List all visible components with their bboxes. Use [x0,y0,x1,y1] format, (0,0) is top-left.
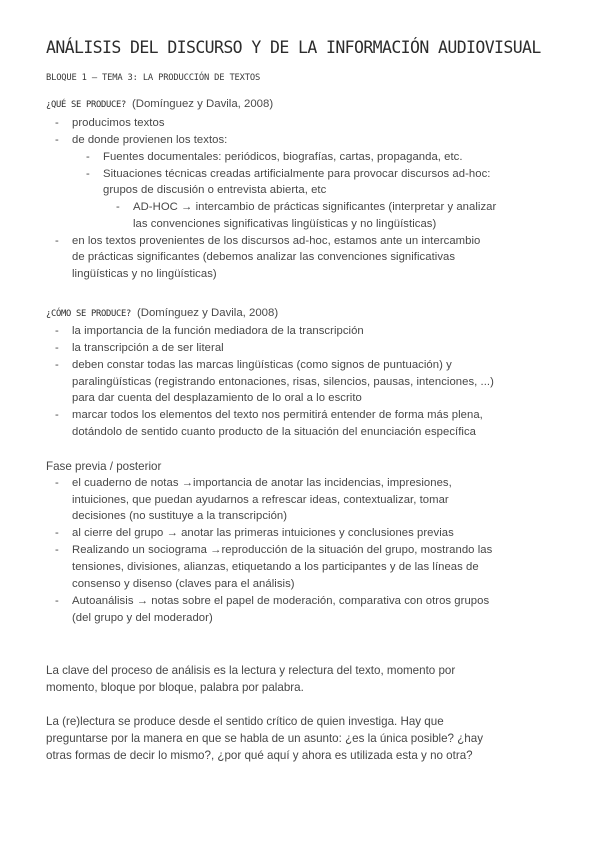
list-item-line: lingüísticas y no lingüísticas) [72,268,217,280]
list-bullet: - [55,477,59,489]
list-item-line: deben constar todas las marcas lingüísticas (como signos de puntuación) y [72,359,452,371]
list-bullet: - [55,342,59,354]
list-item-line: consenso y disenso (claves para el análisis) [72,578,295,590]
list-bullet: - [55,117,59,129]
list-bullet: - [55,595,59,607]
section-how-title: ¿CÓMO SE PRODUCE? [46,309,131,319]
list-bullet: - [55,235,59,247]
list-item-line: de donde provienen los textos: [72,134,228,146]
section-what-heading [46,98,273,110]
list-bullet: - [55,325,59,337]
list-bullet: - [86,168,90,180]
section-what-title: ¿QUÉ SE PRODUCE? [46,100,126,110]
list-item-line: paralingüísticas (registrando entonaciones, risas, silencios, pausas, intenciones, ...) [72,376,494,388]
section-phase-heading: Fase previa / posterior [46,460,162,473]
list-item-line: Situaciones técnicas creadas artificialmente para provocar discursos ad-hoc: [103,168,491,180]
paragraph-line: momento, bloque por bloque, palabra por palabra. [46,681,304,694]
document-title: ANÁLISIS DEL DISCURSO Y DE LA INFORMACIÓN AUDIOVISUAL [46,38,541,57]
list-item-line: Fuentes documentales: periódicos, biografías, cartas, propaganda, etc. [103,151,463,163]
list-item-line: para dar cuenta del desplazamiento de lo oral a lo escrito [72,392,362,404]
list-bullet: - [55,134,59,146]
list-item-line: tensiones, divisiones, alianzas, etiquetando a los participantes y de las líneas de [72,561,479,573]
list-bullet: - [55,409,59,421]
list-item-line: de prácticas significantes (debemos analizar las convenciones significativas [72,251,456,263]
paragraph-line: La clave del proceso de análisis es la lectura y relectura del texto, momento por [46,664,456,677]
list-bullet: - [86,151,90,163]
list-item-line: el cuaderno de notas →importancia de anotar las incidencias, impresiones, [72,477,452,489]
list-item-line: Autoanálisis → notas sobre el papel de moderación, comparativa con otros grupos [72,595,490,607]
list-item-line: dotándolo de sentido cuanto producto de la situación del enunciación específica [72,426,477,438]
list-item-line: la transcripción a de ser literal [72,342,224,354]
list-item-line: en los textos provenientes de los discursos ad-hoc, estamos ante un intercambio [72,235,481,247]
list-item-line: al cierre del grupo → anotar las primeras intuiciones y conclusiones previas [72,527,454,539]
list-bullet: - [116,201,120,213]
list-item-line: decisiones (no sustituye a la transcripción) [72,510,288,522]
list-bullet: - [55,359,59,371]
list-item-line: intuiciones, que puedan ayudarnos a refrescar ideas, contextualizar, tomar [72,494,449,506]
list-item-line: grupos de discusión o entrevista abierta, etc [103,184,327,196]
list-item-line: la importancia de la función mediadora de la transcripción [72,325,364,337]
paragraph-line: preguntarse por la manera en que se habla de un asunto: ¿es la única posible? ¿hay [46,732,483,745]
document-subtitle: BLOQUE 1 – TEMA 3: LA PRODUCCIÓN DE TEXTOS [46,73,261,83]
section-what-reference: (Domínguez y Davila, 2008) [131,98,274,110]
list-item-line: (del grupo y del moderador) [72,612,213,624]
list-item-line: Realizando un sociograma →reproducción de la situación del grupo, mostrando las [72,544,493,556]
paragraph-line: La (re)lectura se produce desde el sentido crítico de quien investiga. Hay que [46,715,444,728]
list-bullet: - [55,544,59,556]
paragraph-line: otras formas de decir lo mismo?, ¿por qué aquí y ahora es utilizada esta y no otra? [46,749,473,762]
list-item-line: las convenciones significativas lingüísticas y no lingüísticas) [133,218,437,230]
list-item-line: marcar todos los elementos del texto nos permitirá entender de forma más plena, [72,409,483,421]
section-how-heading [46,307,278,319]
section-how-reference: (Domínguez y Davila, 2008) [136,307,279,319]
list-item-line: producimos textos [72,117,165,129]
list-item-line: AD-HOC → intercambio de prácticas significantes (interpretar y analizar [133,201,497,213]
list-bullet: - [55,527,59,539]
